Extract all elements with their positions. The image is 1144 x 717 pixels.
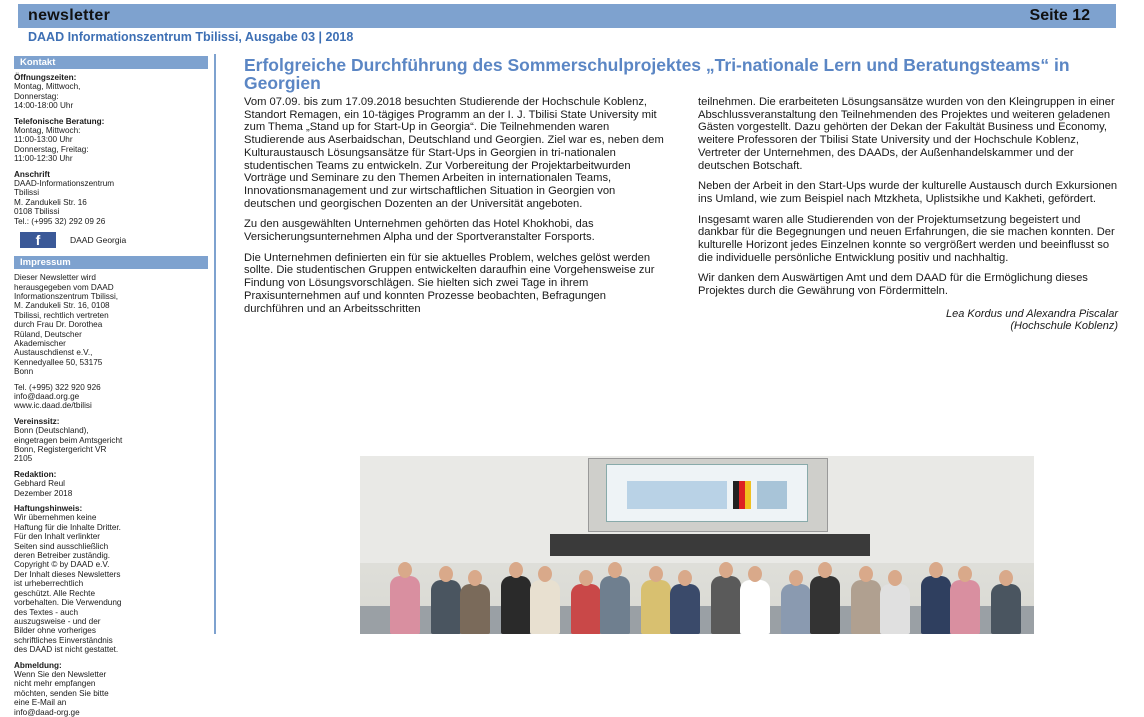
photo-person bbox=[921, 576, 951, 634]
photo-person-head bbox=[818, 562, 832, 578]
photo-person-head bbox=[509, 562, 523, 578]
facebook-link[interactable] bbox=[20, 232, 208, 248]
article-paragraph: teilnehmen. Die erarbeiteten Lösungsansätze wurden von den Kleingruppen in einer Abschlussveranstaltung den Teilnehmenden des Projektes und weiteren geladenen Gästen vorgestellt. Dazu gehörten der Dekan der Fakultät Business und Economy, weitere Professoren der Tbilisi State University und der Hochschule Koblenz, Vertreter der Unternehmen, des DAADs, der Außenhandelskammer und der deutschen Botschaft. bbox=[698, 96, 1115, 172]
haftung-text: Wir übernehmen keine Haftung für die Inhalte Dritter. Für den Inhalt verlinkter Seiten sind ausschließlich deren Betreiber zuständig. Copyright © by DAAD e.V. Der Inhalt dieses Newsletters ist urheberrechtlich geschützt. Alle Rechte vorbehalten. Die Verwendung des Textes - auch auszugsweise - und der Bilder ohne vorheriges schriftliches Einverständnis des DAAD ist nicht gestattet. bbox=[14, 513, 122, 655]
group-photo bbox=[360, 456, 1034, 634]
impressum-text: Dieser Newsletter wird herausgegeben vom DAAD Informationszentrum Tbilissi, M. Zandukeli Str. 16, 0108 Tbilissi, rechtlich vertreten durch Frau Dr. Dorothea Rüland, Deutscher Akademischer Austauschdienst e.V., Kennedyallee 50, 53175 Bonn bbox=[14, 273, 119, 377]
impressum-heading: Impressum bbox=[14, 256, 208, 269]
article-column-2 bbox=[698, 96, 1118, 332]
projected-slide-graphic bbox=[607, 465, 807, 521]
redaktion-text: Gebhard Reul Dezember 2018 bbox=[14, 479, 73, 498]
vereinssitz-text: Bonn (Deutschland), eingetragen beim Amtsgericht Bonn, Registergericht VR 2105 bbox=[14, 426, 123, 464]
photo-person-head bbox=[678, 570, 692, 586]
photo-person-head bbox=[999, 570, 1013, 586]
photo-person-head bbox=[468, 570, 482, 586]
article-paragraph: Neben der Arbeit in den Start-Ups wurde der kulturelle Austausch durch Exkursionen ins Umland, wie zum Beispiel nach Mtzkheta, Uplistsikhe und Kakheti, gefördert. bbox=[698, 180, 1118, 205]
article-paragraph: Vom 07.09. bis zum 17.09.2018 besuchten Studierende der Hochschule Koblenz, Standort Remagen, ein 10-tägiges Programm an der I. J. Tbilisi State University mit zum Thema „Stand up for Start-Up in Georgia“. Die Teilnehmenden waren Studierende aus Aserbaidschan, Deutschland und Georgien. Ziel war es, neben dem Kulturaustausch Lösungsansätze für Start-Ups in Georgien in tri-nationalen studentischen Teams zu entwickeln. Zur Vorbereitung der Projektarbeitwurden Vorträge und Seminare zu den Themen Arbeiten in internationalen Teams, Innovationsmanagement und zur wirtschaftlichen Situation in Georgien von deutschen und georgischen Dozenten an der Universität angeboten. bbox=[244, 96, 664, 210]
photo-person bbox=[880, 584, 910, 634]
photo-person-head bbox=[719, 562, 733, 578]
abmeldung bbox=[14, 661, 208, 717]
photo-person bbox=[390, 576, 420, 634]
photo-person bbox=[781, 584, 811, 634]
photo-person-head bbox=[579, 570, 593, 586]
redaktion-label: Redaktion: bbox=[14, 469, 57, 479]
photo-person bbox=[571, 584, 601, 634]
address-text: DAAD-Informationszentrum Tbilissi M. Zandukeli Str. 16 0108 Tbilissi Tel.: (+995 32) 292 09 26 bbox=[14, 179, 115, 226]
photo-person-head bbox=[398, 562, 412, 578]
abmeldung-text: Wenn Sie den Newsletter nicht mehr empfangen möchten, senden Sie bitte eine E-Mail an info@daad-org.ge bbox=[14, 669, 109, 717]
photo-person-head bbox=[859, 566, 873, 582]
photo-person bbox=[991, 584, 1021, 634]
photo-person-head bbox=[929, 562, 943, 578]
abmeldung-label: Abmeldung: bbox=[14, 660, 62, 670]
photo-person-head bbox=[748, 566, 762, 582]
photo-chalkboard bbox=[550, 534, 870, 556]
contact-info bbox=[14, 383, 208, 411]
opening-hours-label: Öffnungszeiten: bbox=[14, 73, 77, 82]
address bbox=[14, 170, 208, 226]
haftungshinweis bbox=[14, 504, 208, 655]
photo-person bbox=[810, 576, 840, 634]
impressum bbox=[14, 273, 208, 376]
redaktion bbox=[14, 470, 208, 498]
vereinssitz-label: Vereinssitz: bbox=[14, 416, 60, 426]
photo-person-head bbox=[439, 566, 453, 582]
photo-person bbox=[530, 580, 560, 634]
opening-hours-text: Montag, Mittwoch, Donnerstag: 14:00-18:00 Uhr bbox=[14, 82, 81, 111]
sidebar bbox=[8, 54, 216, 717]
contact-text: Tel. (+995) 322 920 926 info@daad.org.ge www.ic.daad.de/tbilisi bbox=[14, 382, 101, 411]
photo-projection-screen bbox=[606, 464, 808, 522]
photo-person-head bbox=[888, 570, 902, 586]
opening-hours bbox=[14, 73, 208, 111]
photo-person-head bbox=[649, 566, 663, 582]
photo-person bbox=[740, 580, 770, 634]
newsletter-header-bar bbox=[18, 4, 1116, 28]
article-paragraph: Insgesamt waren alle Studierenden von der Projektumsetzung begeistert und dankbar für die Begegnungen und neuen Erfahrungen, die sie machen konnten. Der kulturelle Horizont jedes Einzelnen konnte so vergrößert werden und beeinflusst so die individuelle persönliche Entwicklung positiv und nachhaltig. bbox=[698, 213, 1115, 264]
photo-person bbox=[711, 576, 741, 634]
page-number: Seite 12 bbox=[1029, 7, 1090, 24]
photo-person bbox=[670, 584, 700, 634]
article-paragraph: Die Unternehmen definierten ein für sie aktuelles Problem, welches gelöst werden sollte. Die studentischen Gruppen entwickelten daraufhin eine Vorgehensweise zur Findung von Lösungsvorschlägen. Sie hielten sich zwei Tage in ihrem Praxisunternehmen auf und konnten Prozesse beobachten, Befragungen durchführen und an Arbeitsschritten bbox=[244, 251, 655, 315]
vereinssitz bbox=[14, 417, 208, 464]
photo-person bbox=[600, 576, 630, 634]
photo-person-head bbox=[608, 562, 622, 578]
haftung-label: Haftungshinweis: bbox=[14, 504, 83, 514]
photo-person bbox=[950, 580, 980, 634]
kontakt-heading: Kontakt bbox=[14, 56, 208, 69]
phone-text: Montag, Mittwoch: 11:00-13:00 Uhr Donnerstag, Freitag: 11:00-12:30 Uhr bbox=[14, 126, 89, 164]
article-headline: Erfolgreiche Durchführung des Sommerschulprojektes „Tri-nationale Lern und Beratungsteams“ in Georgien bbox=[244, 55, 1070, 93]
photo-person bbox=[431, 580, 461, 634]
signature-institution: (Hochschule Koblenz) bbox=[1010, 319, 1118, 332]
facebook-icon[interactable]: f bbox=[20, 232, 56, 248]
photo-person-head bbox=[538, 566, 552, 582]
photo-person bbox=[851, 580, 881, 634]
photo-person bbox=[641, 580, 671, 634]
address-label: Anschrift bbox=[14, 169, 50, 179]
article-paragraph: Zu den ausgewählten Unternehmen gehörten das Hotel Khokhobi, das Versicherungsunternehmen Alpha und der Sportveranstalter Forsports. bbox=[244, 218, 595, 244]
photo-person bbox=[501, 576, 531, 634]
photo-person-head bbox=[789, 570, 803, 586]
photo-person bbox=[460, 584, 490, 634]
phone-consulting bbox=[14, 117, 208, 164]
issue-subtitle: DAAD Informationszentrum Tbilissi, Ausgabe 03 | 2018 bbox=[28, 30, 354, 44]
phone-label: Telefonische Beratung: bbox=[14, 116, 105, 126]
photo-person-head bbox=[958, 566, 972, 582]
facebook-label[interactable]: DAAD Georgia bbox=[70, 235, 127, 246]
signature-authors: Lea Kordus und Alexandra Piscalar bbox=[945, 307, 1118, 320]
article-signature bbox=[698, 308, 1118, 332]
article-paragraph: Wir danken dem Auswärtigen Amt und dem DAAD für die Ermöglichung dieses Projektes durch die Gewährung von Fördermitteln. bbox=[698, 272, 1088, 298]
article-column-1 bbox=[244, 96, 664, 323]
newsletter-label: newsletter bbox=[28, 7, 111, 24]
